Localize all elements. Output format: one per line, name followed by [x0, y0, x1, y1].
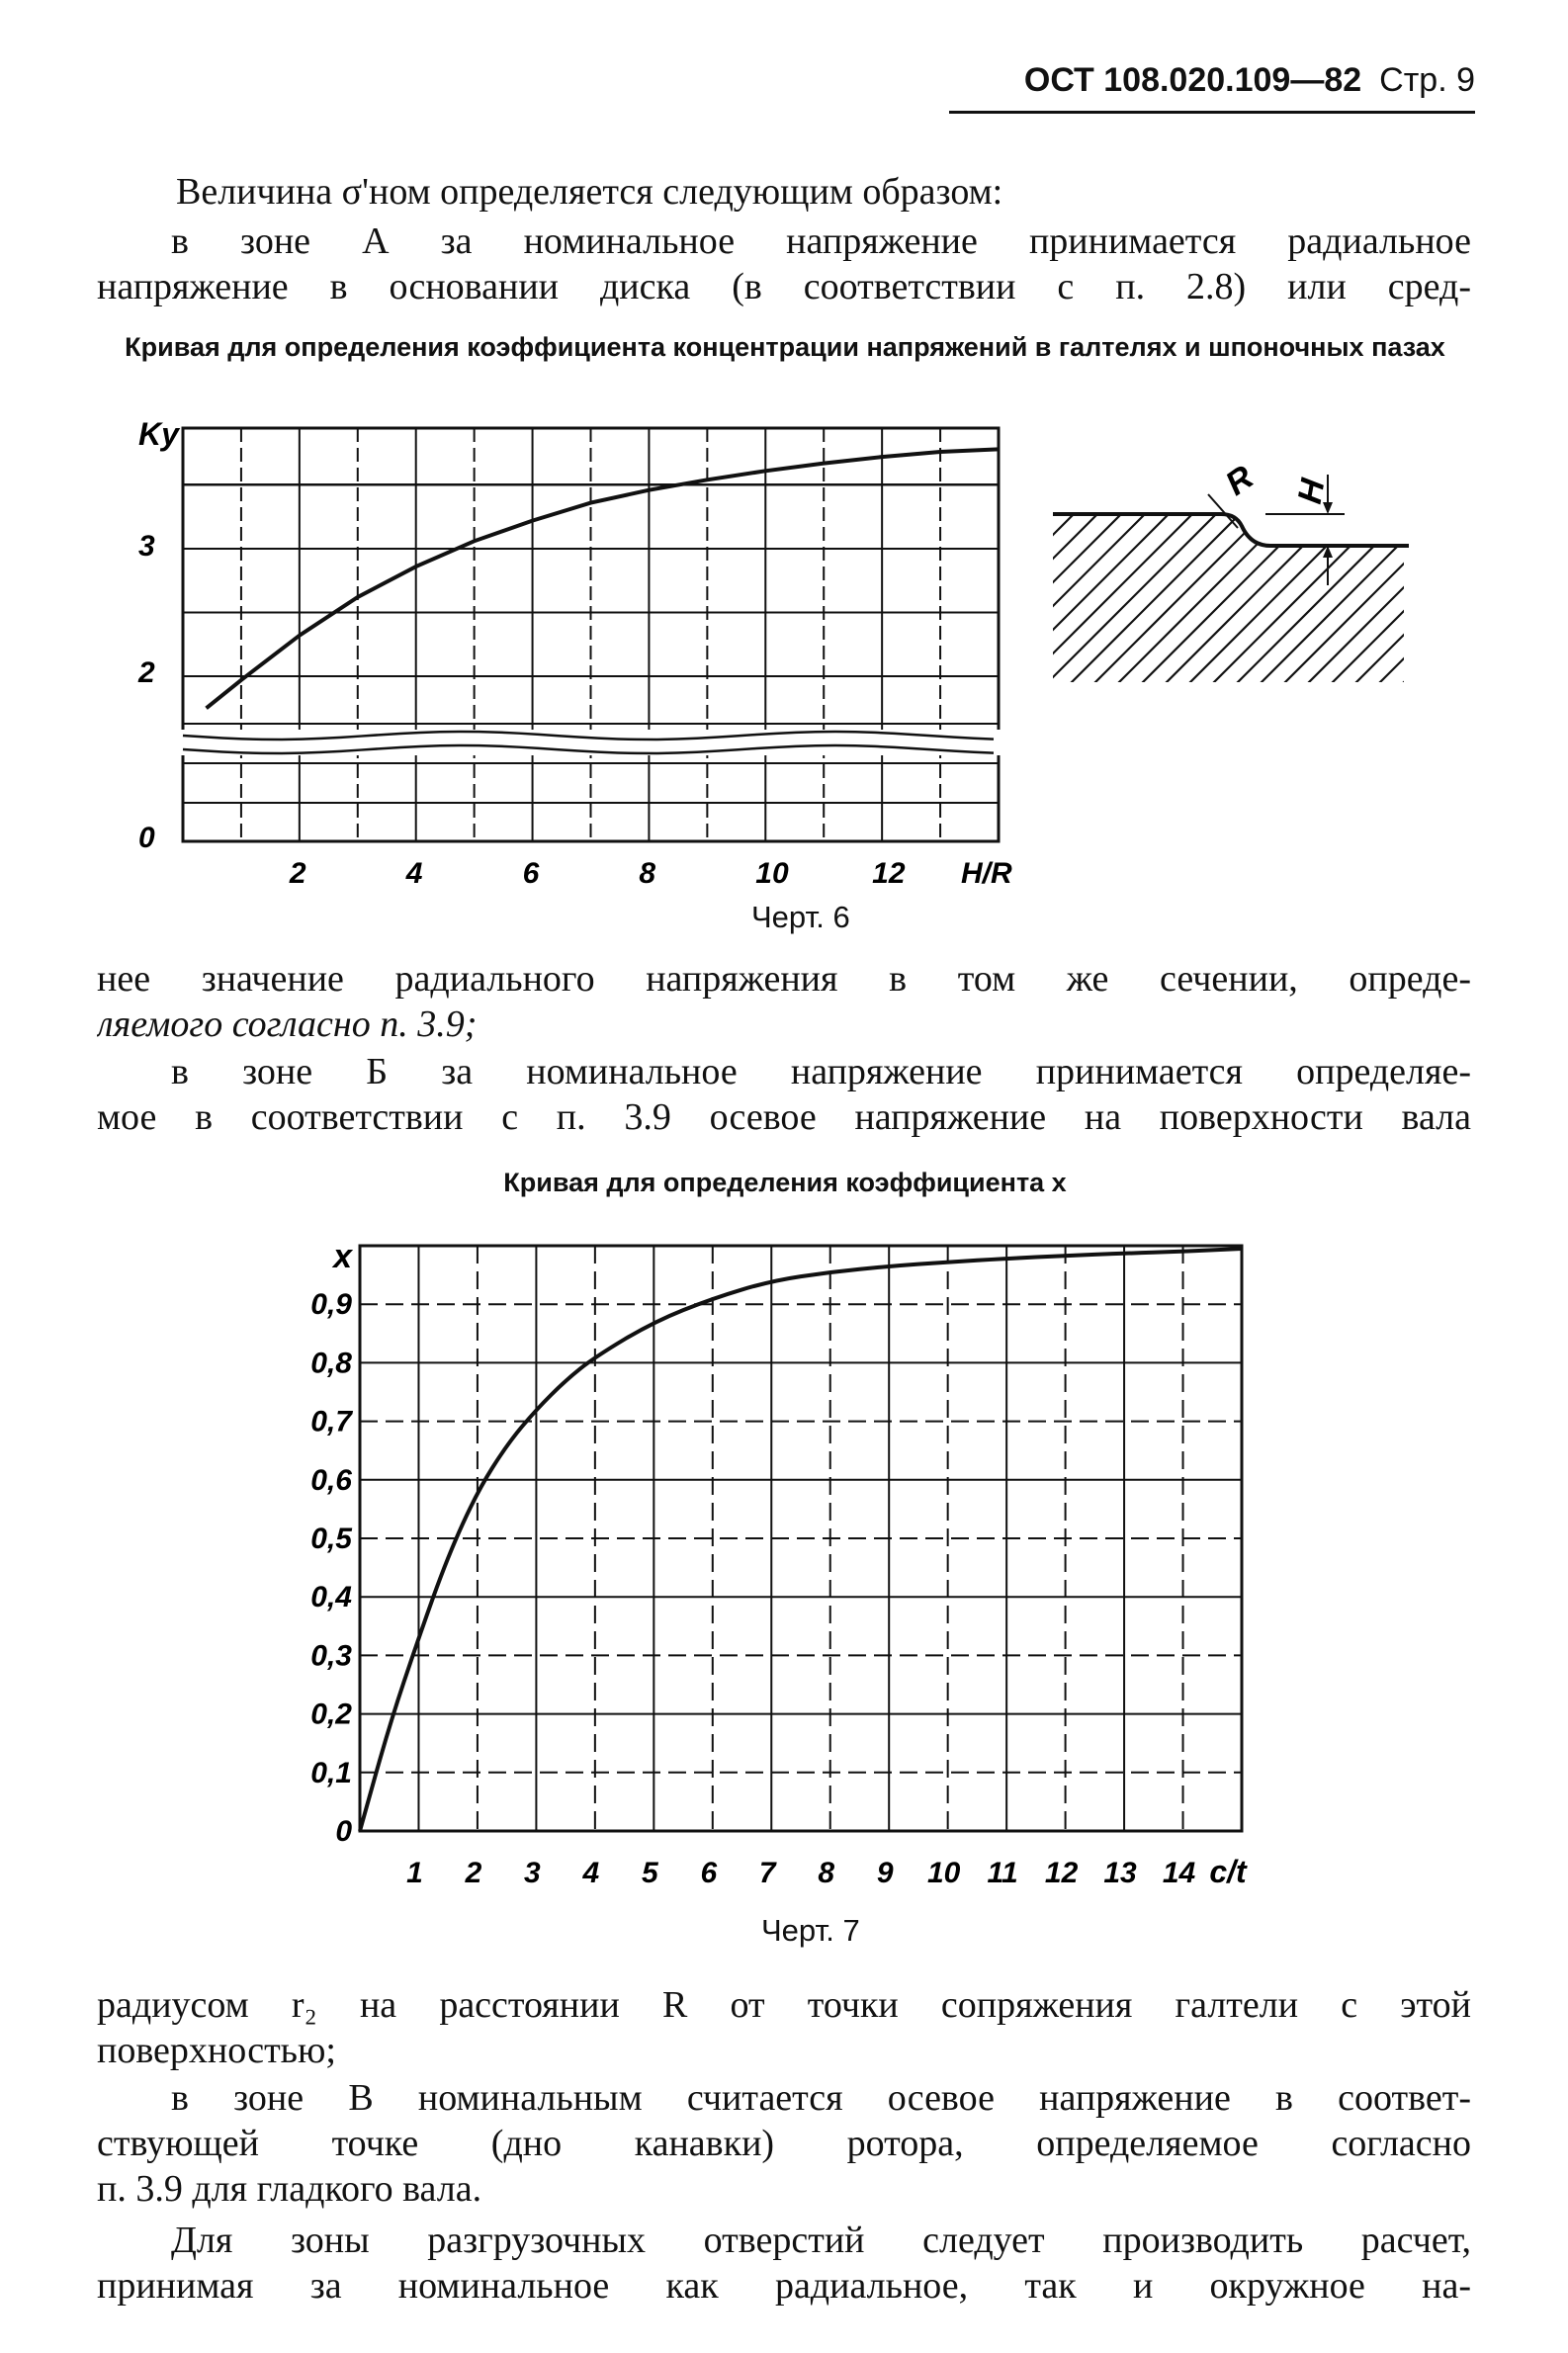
chart-7-y-tick-label: 0,9: [310, 1288, 352, 1322]
chart-6-x-tick-label: 4: [405, 857, 423, 890]
figure-6-title: Кривая для определения коэффициента концентрации напряжений в галтелях и шпоночных пазах: [125, 332, 1445, 362]
chart-7-x-tick-label: 3: [524, 1857, 541, 1889]
chart-7-y-tick-label: 0,7: [310, 1405, 352, 1438]
text-line: напряжение в основании диска (в соответствии с п. 2.8) или сред-: [97, 266, 1471, 307]
chart-7-ylabel: x: [333, 1238, 352, 1275]
text-p4a: в зоне Б за номинальное напряжение принимается определяе-: [171, 1051, 1471, 1092]
chart-7-x-tick-label: 13: [1103, 1857, 1137, 1889]
chart-7-x-tick-label: 5: [641, 1857, 658, 1889]
chart-7-x-tick-label: 11: [987, 1857, 1018, 1889]
figure-7-title: Кривая для определения коэффициента x: [503, 1168, 1067, 1197]
text-line: п. 3.9 для гладкого вала.: [97, 2168, 482, 2210]
chart-7-y-tick-label: 0: [335, 1815, 352, 1848]
chart-7-y-tick-label: 0,2: [310, 1698, 352, 1731]
figure-6-caption: Черт. 6: [751, 900, 850, 934]
chart-7-x-tick-label: 7: [758, 1857, 776, 1889]
radius-label: R: [1218, 458, 1261, 503]
chart-6-ylabel: Kу: [138, 416, 179, 452]
chart-7-y-tick-label: 0,8: [310, 1347, 352, 1380]
text-line: мое в соответствии с п. 3.9 осевое напряжение на поверхности вала: [97, 1096, 1471, 1138]
chart-7-y-tick-label: 0,6: [310, 1463, 352, 1497]
figure-7-caption: Черт. 7: [761, 1913, 860, 1948]
chart-6-x-tick-label: 10: [755, 857, 789, 890]
chart-6-x-tick-label: 6: [522, 857, 540, 890]
chart-7-y-tick-label: 0,4: [310, 1581, 352, 1614]
chart-7-x-tick-label: 9: [876, 1857, 894, 1889]
chart-6-x-tick-label: 8: [639, 857, 656, 890]
text-line: ляемого согласно п. 3.9;: [97, 1003, 478, 1045]
text-p2a: в зоне А за номинальное напряжение принимается радиальное: [171, 220, 1471, 262]
chart-7-y-tick-label: 0,1: [310, 1756, 352, 1789]
chart-7-y-tick-label: 0,5: [310, 1523, 352, 1555]
standard-code: ОСТ 108.020.109—82: [1023, 61, 1362, 99]
chart-7-x-tick-label: 4: [582, 1857, 600, 1889]
text-line: поверхностью;: [97, 2030, 336, 2071]
chart-7-x-tick-label: 8: [818, 1857, 835, 1889]
chart-7-x-tick-label: 6: [700, 1857, 718, 1889]
chart-7-xlabel: c/t: [1209, 1854, 1247, 1889]
chart-7-x-tick-label: 14: [1162, 1857, 1196, 1889]
chart-7-series-line: [360, 1249, 1242, 1831]
height-label: H: [1290, 476, 1333, 507]
chart-7-x-tick-label: 2: [465, 1857, 482, 1889]
text-p7a: Для зоны разгрузочных отверстий следует производить расчет,: [171, 2220, 1471, 2261]
text-line: принимая за номинальное как радиальное, так и окружное на-: [97, 2265, 1471, 2307]
text-line: радиусом r₂ на расстоянии R от точки сопряжения галтели с этой: [97, 1984, 1471, 2026]
chart-7-y-tick-label: 0,3: [310, 1639, 352, 1673]
chart-6-x-tick-label: 2: [289, 857, 306, 890]
text-line: [97, 2074, 1471, 2122]
text-line: ствующей точке (дно канавки) ротора, определяемое согласно: [97, 2123, 1471, 2164]
chart-7-x-tick-label: 10: [926, 1857, 961, 1889]
chart-6-y-tick-label: 0: [138, 822, 155, 854]
text-p6a: в зоне В номинальным считается осевое напряжение в соответ-: [171, 2077, 1471, 2119]
text-line: [97, 2217, 1471, 2264]
chart-6-xlabel: H/R: [961, 857, 1012, 890]
chart-6-y-tick-label: 3: [138, 530, 155, 563]
text-p1: Величина σ'ном определяется следующим образом:: [176, 171, 1003, 213]
page-number: Стр. 9: [1379, 61, 1475, 99]
chart-6-x-tick-label: 12: [872, 857, 906, 890]
text-line: нее значение радиального напряжения в том же сечении, опреде-: [97, 958, 1471, 1000]
chart-7-x-tick-label: 12: [1044, 1857, 1079, 1889]
chart-7-x-tick-label: 1: [406, 1857, 423, 1889]
chart-6-y-tick-label: 2: [138, 656, 155, 689]
